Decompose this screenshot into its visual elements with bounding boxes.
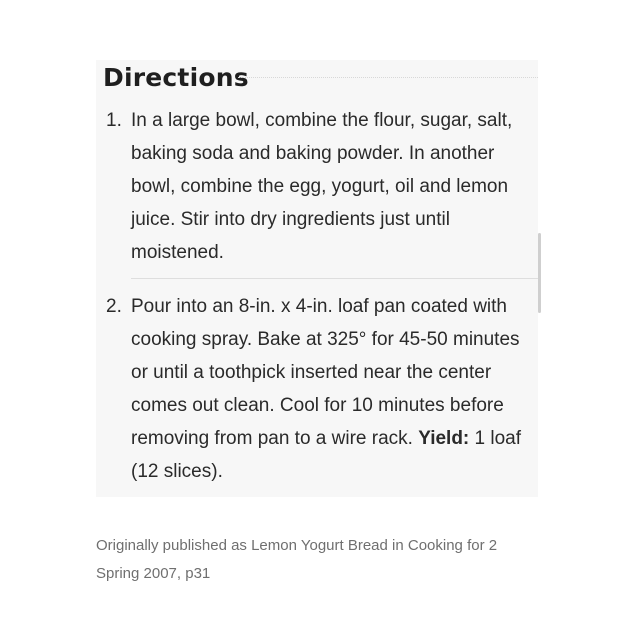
yield-value: 1 loaf (12 slices).	[131, 428, 522, 482]
directions-card	[96, 60, 538, 497]
step-text-body: Pour into an 8-in. x 4-in. loaf pan coated with cooking spray. Bake at 325° for 45-50 minutes or until a toothpick inserted near the center comes out clean. Cool for 10 minutes before removing from pan to a wire rack.	[131, 296, 520, 449]
step-text	[131, 290, 531, 488]
scrollbar-thumb[interactable]	[538, 233, 541, 313]
source-note: Originally published as Lemon Yogurt Bread in Cooking for 2 Spring 2007, p31	[96, 537, 498, 582]
yield-label: Yield:	[418, 428, 470, 449]
directions-heading: Directions	[103, 63, 249, 92]
step-text: In a large bowl, combine the flour, sugar, salt, baking soda and baking powder. In another bowl, combine the egg, yogurt, oil and lemon juice. Stir into dry ingredients just until moistened.	[131, 110, 513, 263]
heading-divider	[238, 77, 538, 78]
step-number: 2.	[106, 296, 122, 317]
step-divider	[131, 278, 538, 279]
step-number: 1.	[106, 110, 122, 131]
